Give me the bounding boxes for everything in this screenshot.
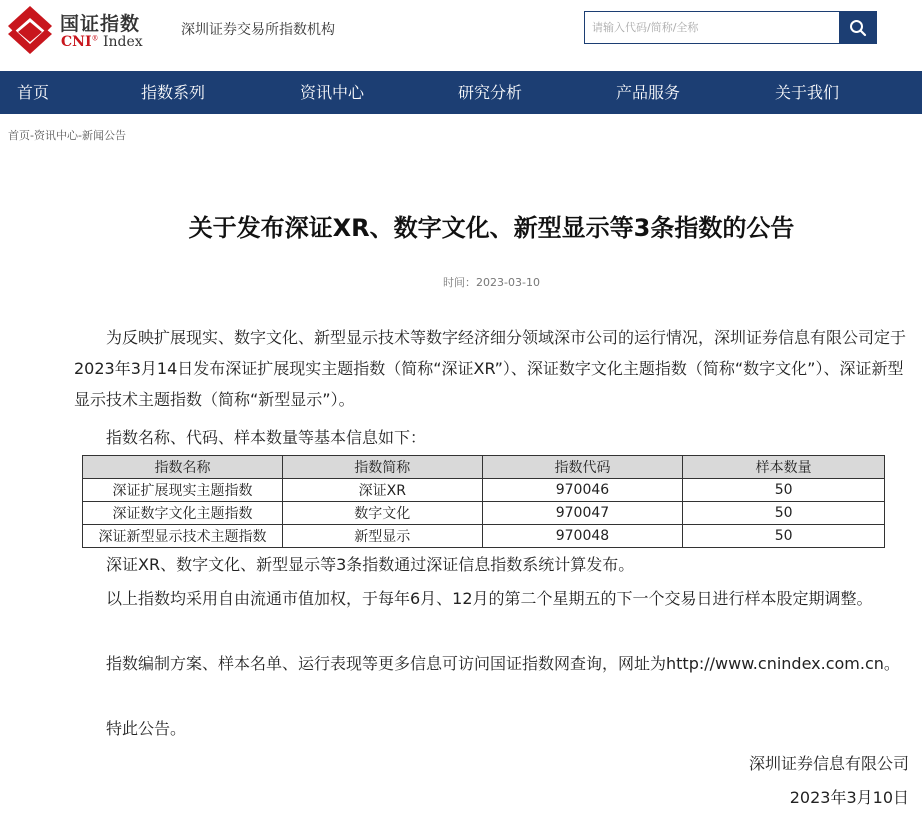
search-button[interactable]	[839, 11, 877, 44]
logo-english-name: CNI® Index	[61, 34, 143, 50]
nav-item-research[interactable]: 研究分析	[458, 83, 523, 102]
table-cell: 深证新型显示技术主题指数	[83, 525, 283, 548]
nav-item-news-center[interactable]: 资讯中心	[300, 83, 365, 102]
search-input[interactable]	[584, 11, 840, 44]
table-row	[83, 502, 885, 525]
site-header	[0, 0, 922, 71]
table-cell: 970047	[482, 502, 683, 525]
article-paragraph: 指数编制方案、样本名单、运行表现等更多信息可访问国证指数网查询，网址为http://www.cnindex.com.cn。	[106, 654, 900, 673]
table-cell: 50	[683, 502, 885, 525]
table-cell: 970046	[482, 479, 683, 502]
article-title: 关于发布深证XR、数字文化、新型显示等3条指数的公告	[188, 214, 795, 242]
nav-item-about[interactable]: 关于我们	[775, 83, 840, 102]
table-cell: 深证扩展现实主题指数	[83, 479, 283, 502]
article-paragraph: 特此公告。	[106, 719, 187, 738]
table-cell: 深证数字文化主题指数	[83, 502, 283, 525]
table-cell: 深证XR	[282, 479, 482, 502]
table-row	[83, 525, 885, 548]
cni-logo-icon[interactable]	[6, 4, 54, 56]
table-header-cell: 指数名称	[83, 456, 283, 479]
table-cell: 50	[683, 525, 885, 548]
article-paragraph: 为反映扩展现实、数字文化、新型显示技术等数字经济细分领域深市公司的运行情况，深圳证券信息有限公司定于2023年3月14日发布深证扩展现实主题指数（简称“深证XR”）、深证数字文化主题指数（简称“数字文化”）、深证新型显示技术主题指数（简称“新型显示”）。	[74, 328, 907, 409]
organization-name: 深圳证券交易所指数机构	[181, 22, 335, 38]
table-header-cell: 指数简称	[282, 456, 482, 479]
signature-organization: 深圳证券信息有限公司	[748, 754, 909, 773]
nav-item-index-series[interactable]: 指数系列	[141, 83, 206, 102]
nav-item-products[interactable]: 产品服务	[616, 83, 681, 102]
search-icon	[849, 19, 867, 37]
signature-date: 2023年3月10日	[789, 788, 909, 807]
table-cell: 数字文化	[282, 502, 482, 525]
table-header-cell: 指数代码	[482, 456, 683, 479]
article-paragraph: 指数名称、代码、样本数量等基本信息如下：	[106, 428, 427, 447]
table-row	[83, 479, 885, 502]
nav-item-home[interactable]: 首页	[17, 83, 50, 102]
breadcrumb[interactable]: 首页-资讯中心-新闻公告	[8, 129, 126, 142]
article-paragraph: 以上指数均采用自由流通市值加权，于每年6月、12月的第二个星期五的下一个交易日进行样本股定期调整。	[106, 589, 873, 608]
index-info-table	[82, 455, 885, 548]
main-nav	[0, 71, 922, 114]
article-paragraph: 深证XR、数字文化、新型显示等3条指数通过深证信息指数系统计算发布。	[106, 555, 635, 574]
article-date: 时间：2023-03-10	[443, 276, 540, 289]
table-header-cell: 样本数量	[683, 456, 885, 479]
logo-chinese-name: 国证指数	[60, 13, 141, 35]
table-cell: 970048	[482, 525, 683, 548]
table-header-row	[83, 456, 885, 479]
table-cell: 新型显示	[282, 525, 482, 548]
table-cell: 50	[683, 479, 885, 502]
